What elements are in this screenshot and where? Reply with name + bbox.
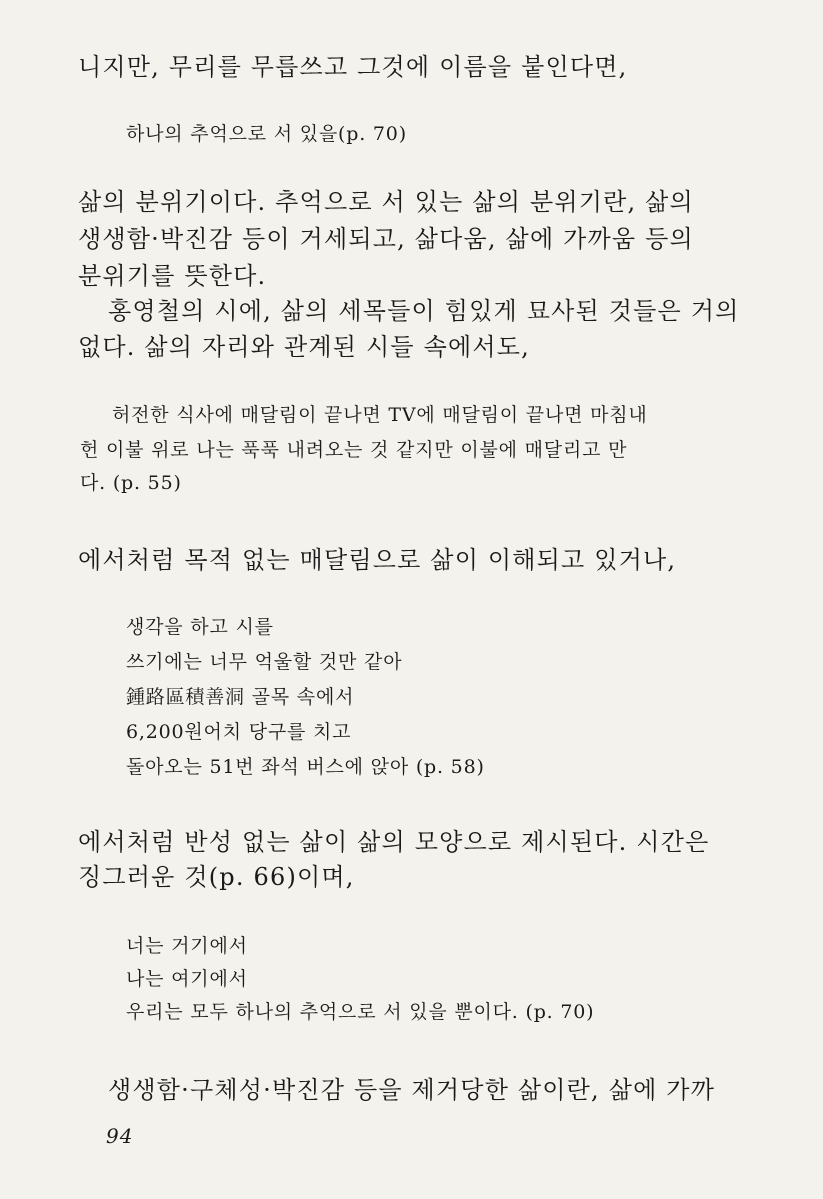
quote-line-5: 생각을 하고 시를 [126,616,274,638]
quote-line-2: 허전한 식사에 매달림이 끝나면 TV에 매달림이 끝나면 마침내 [112,404,648,426]
body-line-9: 징그러운 것(p. 66)이며, [78,863,355,891]
quote-line-3: 헌 이불 위로 나는 푹푹 내려오는 것 같지만 이불에 매달리고 만 [80,439,628,461]
quote-line-11: 나는 여기에서 [126,968,248,990]
quote-line-4: 다. (p. 55) [80,472,182,494]
body-line-4: 분위기를 뜻한다. [78,262,267,290]
body-line-8: 에서처럼 반성 없는 삶이 삶의 모양으로 제시된다. 시간은 [78,828,710,856]
quote-line-9: 돌아오는 51번 좌석 버스에 앉아 (p. 58) [126,756,485,778]
page-number: 94 [106,1124,134,1148]
body-line-5: 홍영철의 시에, 삶의 세목들이 힘있게 묘사된 것들은 거의 [108,297,740,325]
quote-line-10: 너는 거기에서 [126,935,248,957]
body-line-2: 삶의 분위기이다. 추억으로 서 있는 삶의 분위기란, 삶의 [78,188,694,216]
body-line-3: 생생함·박진감 등이 거세되고, 삶다움, 삶에 가까움 등의 [78,225,694,253]
quote-line-6: 쓰기에는 너무 억울할 것만 같아 [126,651,403,673]
quote-line-12: 우리는 모두 하나의 추억으로 서 있을 뿐이다. (p. 70) [126,1001,595,1023]
quote-line-8: 6,200원어치 당구를 치고 [126,721,352,743]
body-line-6: 없다. 삶의 자리와 관계된 시들 속에서도, [78,333,530,361]
quote-line-1: 하나의 추억으로 서 있을(p. 70) [126,123,407,145]
body-line-7: 에서처럼 목적 없는 매달림으로 삶이 이해되고 있거나, [78,546,677,574]
body-line-1: 니지만, 무리를 무릅쓰고 그것에 이름을 붙인다면, [78,53,628,81]
quote-line-7: 鍾路區積善洞 골목 속에서 [126,686,355,708]
body-line-10: 생생함·구체성·박진감 등을 제거당한 삶이란, 삶에 가까 [108,1076,716,1104]
